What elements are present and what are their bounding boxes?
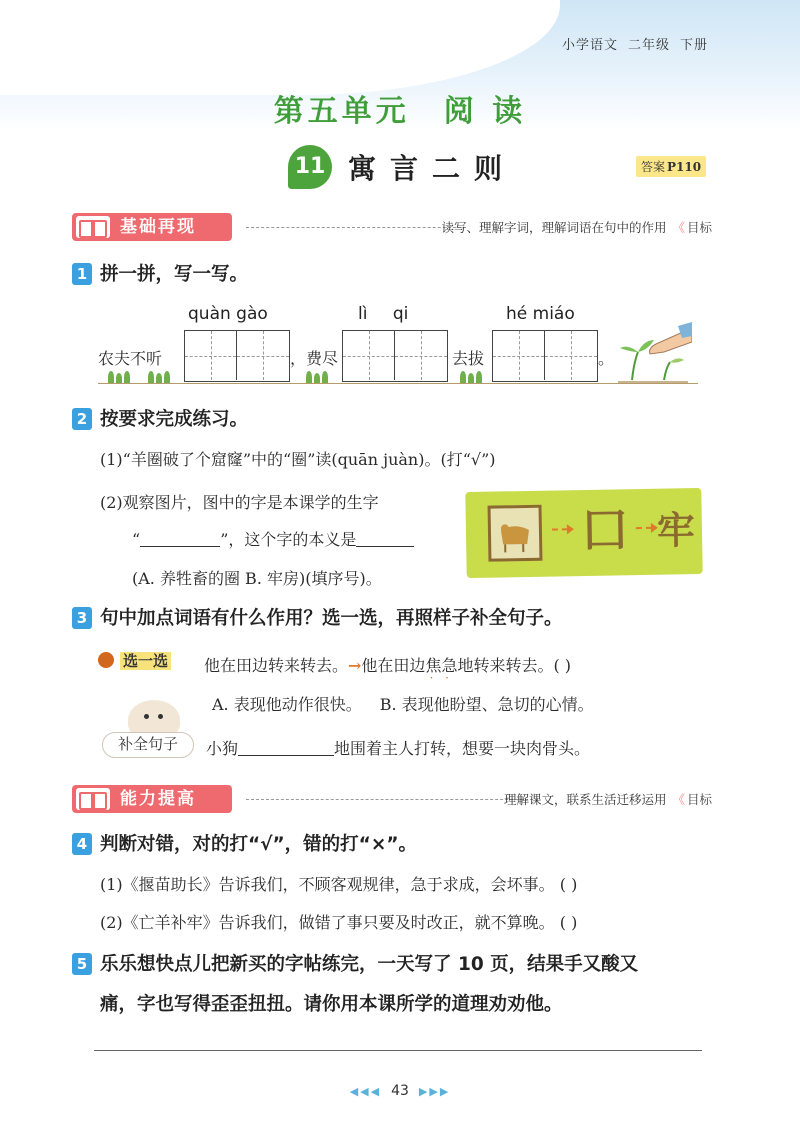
answer-label: 答案 (641, 160, 666, 174)
grass-icon (148, 371, 172, 383)
grass-icon (306, 371, 330, 383)
sentence-b-post: 转来转去。( ) (473, 656, 572, 675)
question-number: 4 (72, 833, 92, 855)
pinyin-3: hé miáo (506, 304, 575, 324)
divider (246, 227, 466, 228)
goal-tag: 《 目标 (672, 792, 712, 807)
choose-tag-text: 选一选 (120, 652, 171, 670)
quote-open: “ (132, 530, 141, 549)
grass-icon (460, 371, 484, 383)
subject: 小学语文 (561, 38, 618, 53)
q2-part2-line2 (132, 527, 414, 550)
question-2-title (72, 405, 248, 431)
lesson-number: 11 (288, 145, 332, 189)
question-5-line-1 (72, 950, 638, 976)
grass-icon (108, 371, 132, 383)
section-advanced-label (72, 785, 232, 813)
question-number: 5 (72, 953, 92, 975)
question-text: 拼一拼，写一写。 (100, 264, 249, 285)
dotted-word: 焦急地 · · (425, 656, 473, 675)
grade: 二年级 (627, 38, 670, 53)
open-book-icon (76, 216, 110, 238)
q1-text-before: 农夫不听 (98, 349, 163, 368)
choose-tag (102, 650, 171, 671)
sentence-b-pre: 他在田边 (361, 656, 426, 675)
goal-text: 理解课文，联系生活迁移运用 (503, 792, 667, 807)
volume: 下册 (679, 38, 708, 53)
q3-options (212, 692, 594, 715)
q2-part1: (1)“羊圈破了个窟窿”中的“圈”读(quān juàn)。(打“√”) (100, 450, 496, 469)
unit-title-sub: 阅 读 (443, 94, 527, 129)
section-basic-text: 基础再现 (120, 217, 196, 237)
ancient-glyph-1: 囗 (582, 505, 628, 558)
q1-text-mid1: ，费尽 (290, 349, 339, 368)
open-book-icon (76, 788, 110, 810)
question-number: 1 (72, 263, 92, 285)
answer-blank-meaning[interactable] (356, 531, 414, 547)
section-advanced (72, 785, 712, 815)
goal-tag: 《 目标 (672, 220, 712, 235)
question-text: 按要求完成练习。 (100, 409, 249, 430)
question-text: 判断对错，对的打“√”，错的打“×”。 (100, 834, 417, 855)
triangle-left-icon: ◀◀◀ (349, 1085, 382, 1098)
question-4-title (72, 830, 417, 856)
section-basic-label (72, 213, 232, 241)
answer-blank-char[interactable] (140, 531, 220, 547)
ancient-glyph-2: 牢 (656, 508, 696, 553)
option-b: B. 表现他盼望、急切的心情。 (379, 695, 594, 714)
arrow-right-icon: → (348, 656, 362, 675)
triangle-right-icon: ▶▶▶ (418, 1085, 451, 1098)
answer-reference (636, 156, 706, 177)
arrow-right-icon (636, 527, 652, 539)
option-a: A. 表现他动作很快。 (212, 695, 362, 714)
q4-item-1: (1)《揠苗助长》告诉我们，不顾客观规律，急于求成，会坏事。 ( ) (100, 875, 578, 894)
answer-blank-complete[interactable] (238, 740, 334, 756)
question-number: 3 (72, 607, 92, 629)
goal-text: 读写、理解字词，理解词语在句中的作用 (441, 220, 667, 235)
pinyin-2: lì qi (358, 304, 409, 324)
writing-grid-1[interactable] (184, 330, 290, 382)
q1-text-mid2: 去拔 (452, 349, 485, 368)
complete-post: 地围着主人打转，想要一块肉骨头。 (334, 739, 591, 758)
unit-title (0, 86, 800, 130)
divider (246, 799, 538, 800)
section-basic-goal (441, 218, 712, 236)
question-5-line-2: 痛，字也写得歪歪扭扭。请你用本课所学的道理劝劝他。 (100, 994, 563, 1015)
pinyin-1: quàn gào (188, 304, 268, 324)
q2-part2-line1: (2)观察图片，图中的字是本课学的生字 (100, 493, 379, 512)
section-advanced-text: 能力提高 (120, 789, 196, 809)
question-number: 2 (72, 408, 92, 430)
ox-in-pen-pictograph-icon (488, 505, 543, 562)
character-evolution-picture (465, 488, 702, 578)
question-3-title (72, 604, 563, 630)
hand-pulling-seedling-icon (608, 322, 692, 384)
q2-part2-text: ”，这个字的本义是 (220, 530, 357, 549)
section-basic (72, 213, 712, 243)
question-text: 乐乐想快点儿把新买的字帖练完，一天写了 10 页，结果手又酸又 (100, 954, 639, 975)
answer-page: P110 (667, 160, 702, 174)
sentence-a: 他在田边转来转去。 (204, 656, 349, 675)
q4-item-2: (2)《亡羊补牢》告诉我们，做错了事只要及时改正，就不算晚。 ( ) (100, 913, 578, 932)
writing-grid-2[interactable] (342, 330, 448, 382)
q3-example (204, 653, 571, 676)
arrow-right-icon (552, 528, 568, 540)
unit-title-main: 第五单元 (273, 94, 410, 129)
lesson-title: 寓言二则 (348, 152, 517, 185)
section-advanced-goal (504, 790, 712, 808)
complete-tag: 补全句子 (102, 732, 194, 758)
page-number: 43 (391, 1083, 409, 1099)
writing-grid-3[interactable] (492, 330, 598, 382)
q2-part2-line3: (A. 养牲畜的圈 B. 牢房)(填序号)。 (132, 569, 382, 588)
complete-pre: 小狗 (206, 739, 239, 758)
question-1-title (72, 260, 248, 286)
answer-writing-line[interactable] (94, 1050, 702, 1051)
q1-text-end: 。 (598, 349, 615, 368)
book-info (552, 34, 708, 53)
question-text: 句中加点词语有什么作用？选一选，再照样子补全句子。 (100, 608, 563, 629)
page-footer (0, 1083, 800, 1099)
q3-complete (206, 736, 590, 759)
